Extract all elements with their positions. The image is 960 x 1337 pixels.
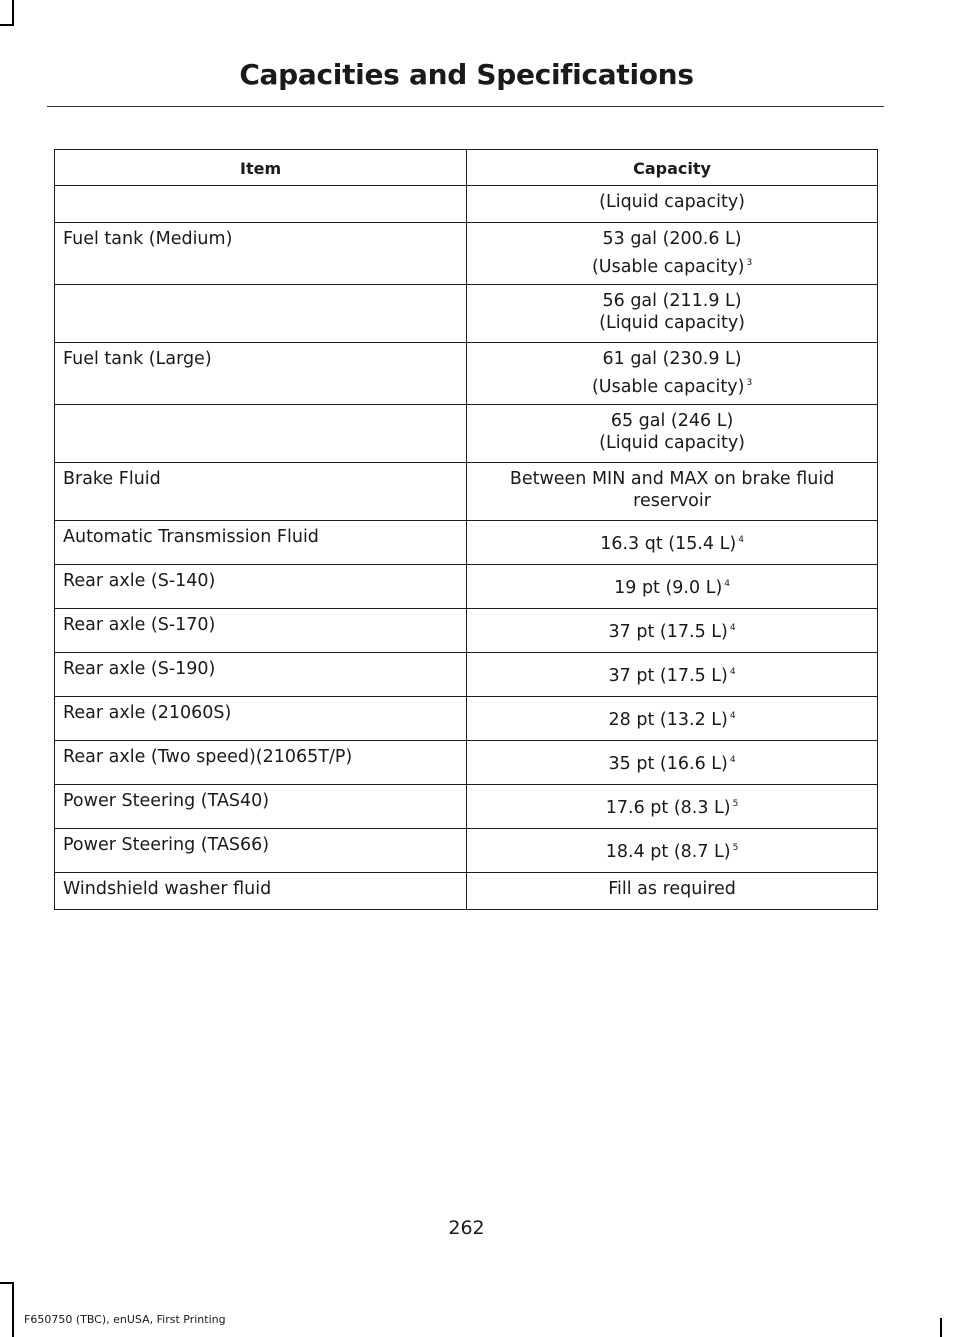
capacity-text: 56 gal (211.9 L) <box>602 291 742 311</box>
capacity-line <box>475 432 869 454</box>
capacity-text: 37 pt (17.5 L) <box>608 622 728 642</box>
capacity-text: 35 pt (16.6 L) <box>608 754 728 774</box>
capacity-text: reservoir <box>633 491 711 511</box>
capacity-text: 53 gal (200.6 L) <box>602 229 742 249</box>
capacity-cell <box>467 186 878 223</box>
table-row <box>55 405 878 463</box>
capacity-cell <box>467 873 878 910</box>
item-cell: Brake Fluid <box>55 463 467 521</box>
capacity-line <box>475 490 869 512</box>
table-row <box>55 653 878 697</box>
capacity-line <box>475 621 869 643</box>
page-number: 262 <box>448 1217 485 1239</box>
table-row <box>55 873 878 910</box>
title-rule <box>47 106 884 107</box>
capacity-cell <box>467 343 878 405</box>
table-row <box>55 285 878 343</box>
item-cell: Rear axle (Two speed)(21065T/P) <box>55 741 467 785</box>
crop-mark <box>12 1282 14 1337</box>
capacity-line <box>475 709 869 731</box>
footnote-marker: 3 <box>746 258 753 268</box>
capacity-cell <box>467 521 878 565</box>
capacity-text: 37 pt (17.5 L) <box>608 666 728 686</box>
footnote-marker: 4 <box>729 711 736 721</box>
footnote-marker: 3 <box>746 378 753 388</box>
capacity-text: (Liquid capacity) <box>599 433 746 453</box>
capacity-text: (Liquid capacity) <box>599 313 746 333</box>
capacity-cell <box>467 565 878 609</box>
table-row <box>55 565 878 609</box>
capacity-text: 16.3 qt (15.4 L) <box>600 534 737 554</box>
footer-text: F650750 (TBC), enUSA, First Printing <box>24 1313 226 1326</box>
capacity-text: 28 pt (13.2 L) <box>608 710 728 730</box>
capacity-cell <box>467 829 878 873</box>
capacity-line <box>475 191 869 213</box>
capacity-line <box>475 468 869 490</box>
column-header-item: Item <box>55 150 467 186</box>
capacity-line <box>475 753 869 775</box>
capacities-table <box>54 149 878 910</box>
item-cell: Fuel tank (Large) <box>55 343 467 405</box>
table-row <box>55 829 878 873</box>
crop-mark <box>12 0 14 26</box>
table-row <box>55 609 878 653</box>
capacity-line <box>475 577 869 599</box>
table-row <box>55 343 878 405</box>
footnote-marker: 4 <box>729 667 736 677</box>
capacity-text: 19 pt (9.0 L) <box>614 578 723 598</box>
capacity-line <box>475 290 869 312</box>
capacity-line <box>475 410 869 432</box>
capacity-cell <box>467 697 878 741</box>
capacity-text: 17.6 pt (8.3 L) <box>605 798 731 818</box>
item-cell <box>55 285 467 343</box>
footnote-marker: 4 <box>724 579 731 589</box>
capacity-text: (Usable capacity) <box>591 257 745 277</box>
capacity-cell <box>467 463 878 521</box>
table-body <box>55 186 878 910</box>
capacity-text: Fill as required <box>608 879 736 899</box>
capacity-line <box>475 376 869 398</box>
capacity-line <box>475 228 869 250</box>
item-cell <box>55 186 467 223</box>
capacity-cell <box>467 653 878 697</box>
capacity-cell <box>467 609 878 653</box>
capacity-cell <box>467 741 878 785</box>
item-cell: Rear axle (21060S) <box>55 697 467 741</box>
capacity-line <box>475 797 869 819</box>
table-row <box>55 186 878 223</box>
capacity-line <box>475 256 869 278</box>
capacity-line <box>475 665 869 687</box>
table-row <box>55 697 878 741</box>
capacity-line <box>475 312 869 334</box>
table-header-row <box>55 150 878 186</box>
item-cell: Rear axle (S-170) <box>55 609 467 653</box>
crop-mark <box>0 24 14 26</box>
capacity-line <box>475 348 869 370</box>
capacity-cell <box>467 223 878 285</box>
crop-mark <box>940 1318 942 1337</box>
table-row <box>55 463 878 521</box>
footnote-marker: 4 <box>729 755 736 765</box>
column-header-capacity: Capacity <box>467 150 878 186</box>
item-cell: Windshield washer fluid <box>55 873 467 910</box>
footnote-marker: 5 <box>732 843 739 853</box>
table-row <box>55 521 878 565</box>
item-cell: Fuel tank (Medium) <box>55 223 467 285</box>
footnote-marker: 4 <box>738 535 744 545</box>
item-cell: Rear axle (S-190) <box>55 653 467 697</box>
capacity-text: 65 gal (246 L) <box>610 411 734 431</box>
table-row <box>55 785 878 829</box>
capacity-line <box>475 533 869 555</box>
capacity-cell <box>467 405 878 463</box>
table-row <box>55 741 878 785</box>
item-cell: Power Steering (TAS40) <box>55 785 467 829</box>
item-cell <box>55 405 467 463</box>
capacity-cell <box>467 785 878 829</box>
capacity-text: (Usable capacity) <box>591 377 745 397</box>
capacity-text: 61 gal (230.9 L) <box>602 349 742 369</box>
capacity-text: Between MIN and MAX on brake fluid <box>509 469 835 489</box>
footnote-marker: 4 <box>729 623 736 633</box>
capacity-text: (Liquid capacity) <box>599 192 746 212</box>
item-cell: Power Steering (TAS66) <box>55 829 467 873</box>
footnote-marker: 5 <box>732 799 739 809</box>
capacity-line <box>475 841 869 863</box>
page-title: Capacities and Specifications <box>239 58 694 91</box>
capacity-line <box>475 878 869 900</box>
item-cell: Rear axle (S-140) <box>55 565 467 609</box>
crop-mark <box>0 1282 14 1284</box>
capacity-cell <box>467 285 878 343</box>
table-row <box>55 223 878 285</box>
capacity-text: 18.4 pt (8.7 L) <box>605 842 731 862</box>
item-cell: Automatic Transmission Fluid <box>55 521 467 565</box>
